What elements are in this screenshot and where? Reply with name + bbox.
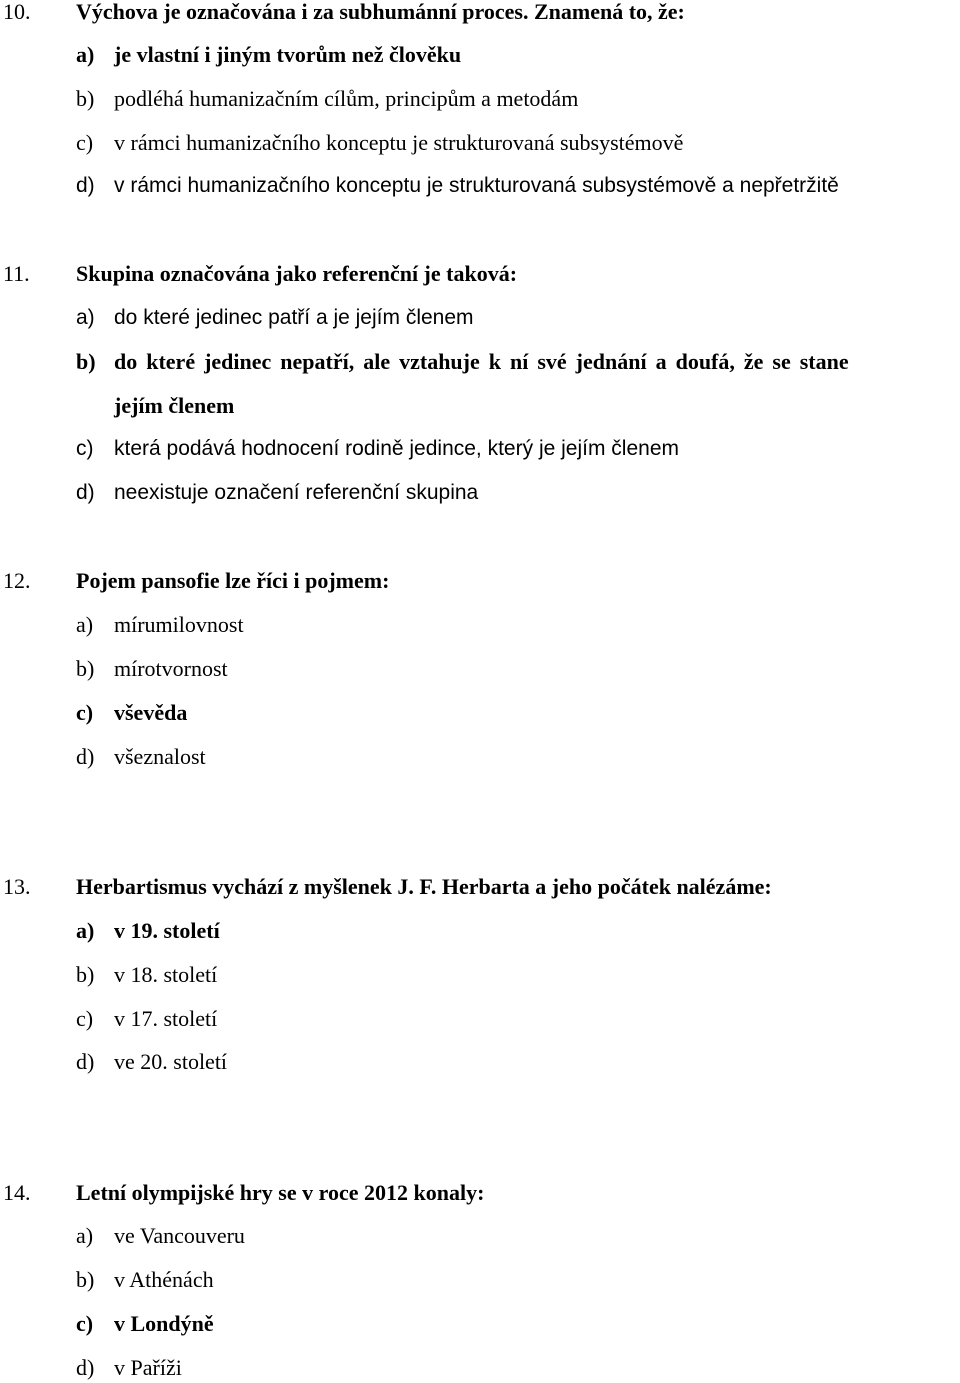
option-text: do které jedinec nepatří, ale vztahuje k ní své jednání a doufá, že se stane <box>114 349 849 374</box>
option-letter: b) <box>76 1267 95 1292</box>
option-text: vševěda <box>114 700 188 725</box>
option-text: je vlastní i jiným tvorům než člověku <box>114 42 462 67</box>
question-number: 11. <box>3 261 30 286</box>
option-letter: b) <box>76 349 96 374</box>
option-text: v Athénách <box>114 1267 214 1292</box>
option-text: v Paříži <box>114 1355 182 1380</box>
question-text: Výchova je označována i za subhumánní proces. Znamená to, že: <box>76 0 685 24</box>
option-text: mírumilovnost <box>114 612 244 637</box>
question-number: 13. <box>3 874 31 899</box>
option-letter: c) <box>76 1311 94 1336</box>
option-text: neexistuje označení referenční skupina <box>114 481 479 504</box>
option-letter: a) <box>76 612 94 637</box>
option-letter: d) <box>76 744 95 769</box>
option-text: v rámci humanizačního konceptu je strukturovaná subsystémově a nepřetržitě <box>114 174 839 197</box>
option-text: ve Vancouveru <box>114 1223 245 1248</box>
option-letter: d) <box>76 1355 95 1380</box>
question-text: Herbartismus vychází z myšlenek J. F. Herbarta a jeho počátek nalézáme: <box>76 874 772 899</box>
option-text: mírotvornost <box>114 656 228 681</box>
option-text: v Londýně <box>114 1311 214 1336</box>
option-letter: d) <box>76 481 95 504</box>
option-letter: c) <box>76 437 94 460</box>
option-text: ve 20. století <box>114 1049 228 1074</box>
option-letter: a) <box>76 42 95 67</box>
option-text: podléhá humanizačním cílům, principům a metodám <box>114 86 579 111</box>
option-letter: a) <box>76 1223 94 1248</box>
question-number: 10. <box>3 0 31 24</box>
option-text: v 17. století <box>114 1006 218 1031</box>
option-letter: c) <box>76 700 94 725</box>
question-number: 12. <box>3 568 31 593</box>
option-text-continuation: jejím členem <box>114 393 235 418</box>
option-text: všeznalost <box>114 744 206 769</box>
option-letter: c) <box>76 1006 94 1031</box>
option-text: v 19. století <box>114 918 220 943</box>
option-letter: d) <box>76 174 95 197</box>
option-text: která podává hodnocení rodině jedince, který je jejím členem <box>114 437 679 460</box>
option-letter: b) <box>76 962 95 987</box>
option-letter: b) <box>76 86 95 111</box>
question-text: Letní olympijské hry se v roce 2012 konaly: <box>76 1180 485 1205</box>
option-text: do které jedinec patří a je jejím členem <box>114 306 474 329</box>
question-text: Skupina označována jako referenční je taková: <box>76 261 518 286</box>
option-letter: b) <box>76 656 95 681</box>
option-text: v 18. století <box>114 962 218 987</box>
option-letter: d) <box>76 1049 95 1074</box>
option-letter: a) <box>76 306 95 329</box>
question-text: Pojem pansofie lze říci i pojmem: <box>76 568 390 593</box>
option-letter: a) <box>76 918 95 943</box>
option-text: v rámci humanizačního konceptu je strukturovaná subsystémově <box>114 130 684 155</box>
option-letter: c) <box>76 130 94 155</box>
question-number: 14. <box>3 1180 31 1205</box>
